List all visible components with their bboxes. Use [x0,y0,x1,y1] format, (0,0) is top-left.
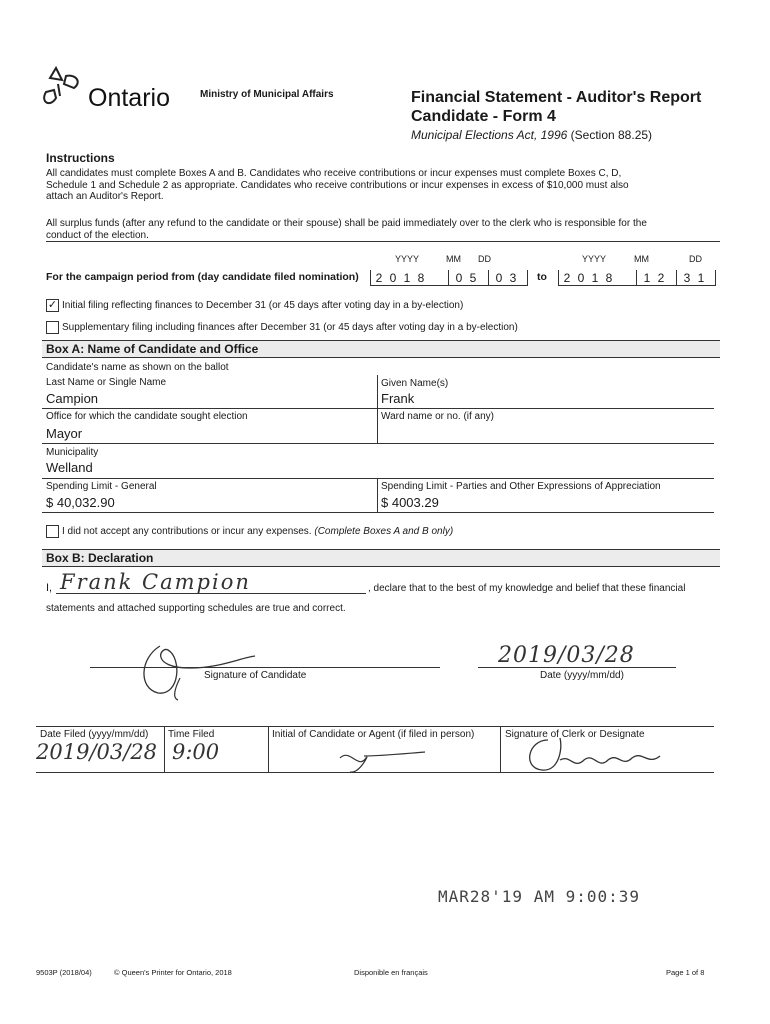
no-contributions-checkbox[interactable] [46,525,59,538]
act-section: (Section 88.25) [570,128,653,142]
from-mm-label: MM [446,254,461,264]
spending-limit-general-label: Spending Limit - General [46,481,157,492]
instructions-line: conduct of the election. [46,229,149,241]
last-name-field[interactable]: Campion [46,391,99,406]
office-label: Office for which the candidate sought election [46,411,248,422]
from-month-digit: 5 [469,271,477,285]
given-name-field[interactable]: Frank [381,391,415,406]
no-contributions-note: (Complete Boxes A and B only) [314,526,454,537]
from-date-field[interactable] [370,268,528,286]
ontario-logo [36,62,186,112]
last-name-label: Last Name or Single Name [46,377,167,388]
box-a-heading: Box A: Name of Candidate and Office [42,340,720,358]
to-yyyy-label: YYYY [582,254,607,264]
instructions-line: All surplus funds (after any refund to the candidate or their spouse) shall be paid immediately over to the clerk who is responsible for the [46,218,647,229]
no-contributions-label: I did not accept any contributions or incur any expenses. [62,526,312,537]
clerk-signature[interactable] [508,730,678,780]
footer-french: Disponible en français [354,968,428,977]
to-label: to [537,271,547,283]
date-filed-handwritten[interactable]: 2019/03/28 [36,740,158,764]
ministry-name: Ministry of Municipal Affairs [200,89,334,100]
instructions-line: attach an Auditor's Report. [46,191,164,202]
instructions-para1 [46,168,726,203]
footer-page-number: Page 1 of 8 [666,968,705,977]
municipality-label: Municipality [46,447,99,458]
box-b-heading: Box B: Declaration [42,549,720,567]
time-filed-handwritten[interactable]: 9:00 [172,740,220,764]
to-year-digit: 2 [563,271,571,285]
footer-copyright: © Queen's Printer for Ontario, 2018 [114,968,232,977]
office-field[interactable]: Mayor [46,426,83,441]
ballot-name-note: Candidate's name as shown on the ballot [46,362,229,373]
campaign-period-label: For the campaign period from (day candidate filed nomination) [46,271,359,283]
instructions-para2 [46,218,726,241]
to-day-digit: 3 [683,271,691,285]
spending-limit-parties-label: Spending Limit - Parties and Other Expressions of Appreciation [381,481,661,492]
instructions-line: All candidates must complete Boxes A and B. Candidates who receive contributions or incur expenses must complete Boxes C, D, [46,168,622,179]
received-stamp: MAR28'19 AM 9:00:39 [438,887,641,906]
to-year-digit: 0 [577,271,585,285]
ward-label: Ward name or no. (if any) [381,411,495,422]
clerk-signature-label: Signature of Clerk or Designate [505,729,645,740]
from-yyyy-label: YYYY [395,254,420,264]
from-year-digit: 8 [417,271,425,285]
declarant-name-handwritten[interactable]: Frank Campion [60,570,251,594]
from-dd-label: DD [478,254,491,264]
to-date-field[interactable] [558,268,716,286]
from-day-digit: 0 [495,271,503,285]
municipality-field[interactable]: Welland [46,460,93,475]
candidate-initial-label: Initial of Candidate or Agent (if filed in person) [272,729,475,740]
to-dd-label: DD [689,254,702,264]
form-title: Financial Statement - Auditor's Report [411,89,702,106]
initial-filing-checkbox[interactable]: ✓ [47,299,58,311]
declaration-i-label: I, [46,582,53,594]
brand-name: Ontario [88,84,170,112]
from-day-digit: 3 [509,271,517,285]
to-month-digit: 2 [657,271,665,285]
from-year-digit: 2 [375,271,383,285]
form-subtitle: Candidate - Form 4 [411,108,556,125]
instructions-heading: Instructions [46,151,115,165]
declaration-text-line2: statements and attached supporting schedules are true and correct. [46,603,346,614]
from-month-digit: 0 [455,271,463,285]
supplementary-filing-label: Supplementary filing including finances after December 31 (or 45 days after voting day in a by-election) [62,322,518,333]
declaration-text: , declare that to the best of my knowledge and belief that these financial [368,583,686,594]
to-day-digit: 1 [697,271,705,285]
signature-of-candidate-label: Signature of Candidate [204,670,307,681]
from-year-digit: 1 [403,271,411,285]
to-year-digit: 1 [591,271,599,285]
to-year-digit: 8 [605,271,613,285]
footer-form-code: 9503P (2018/04) [36,968,92,977]
spending-limit-general-field[interactable]: $ 40,032.90 [46,495,115,510]
supplementary-filing-checkbox[interactable] [46,321,59,334]
date-filed-label: Date Filed (yyyy/mm/dd) [40,729,149,740]
time-filed-label: Time Filed [168,729,215,740]
act-reference [411,128,652,142]
date-label: Date (yyyy/mm/dd) [540,670,624,681]
act-name: Municipal Elections Act, 1996 [411,128,568,142]
candidate-initial-signature[interactable] [330,744,430,780]
trillium-icon [36,62,90,112]
to-mm-label: MM [634,254,649,264]
declaration-date-handwritten[interactable]: 2019/03/28 [498,643,635,668]
from-year-digit: 0 [389,271,397,285]
initial-filing-label: Initial filing reflecting finances to December 31 (or 45 days after voting day in a by-election) [62,300,464,311]
instructions-line: Schedule 1 and Schedule 2 as appropriate. Candidates who receive contributions or incur expenses in excess of $10,000 must also [46,179,629,191]
to-month-digit: 1 [643,271,651,285]
spending-limit-parties-field[interactable]: $ 4003.29 [381,495,439,510]
given-name-label: Given Name(s) [381,378,449,389]
no-contributions-text [62,526,453,537]
